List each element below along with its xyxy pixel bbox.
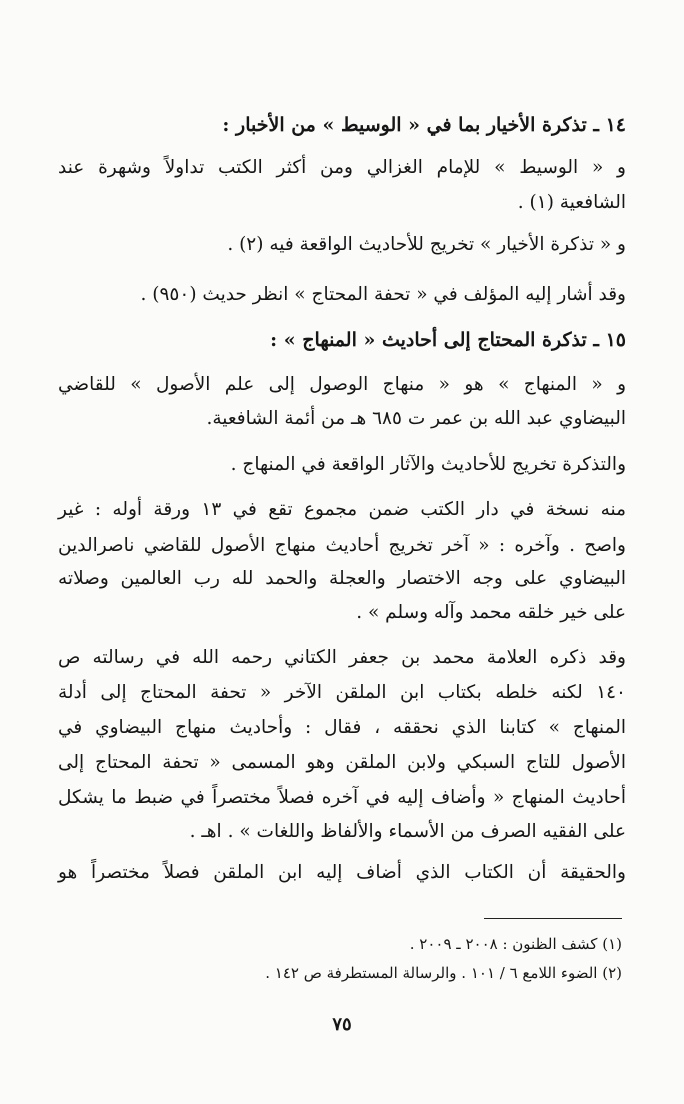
section-14-heading: ١٤ ـ تذكرة الأخيار بما في « الوسيط » من الأخبار : [222,114,626,136]
text-line: على الفقيه الصرف من الأسماء والألفاظ واللغات » . اهـ . [189,821,626,842]
text-line: على خير خلقه محمد وآله وسلم » . [356,602,626,623]
text-line: البيضاوي على وجه الاختصار والعجلة والحمد لله رب العالمين وصلاته [58,568,626,589]
text-line: والتذكرة تخريج للأحاديث والآثار الواقعة في المنهاج . [230,454,626,475]
footnote-1: (١) كشف الظنون : ٢٠٠٨ ـ ٢٠٠٩ . [409,935,622,953]
text-line: الأصول للتاج السبكي ولابن الملقن وهو المسمى « تحفة المحتاج إلى [58,752,626,773]
section-15-heading: ١٥ ـ تذكرة المحتاج إلى أحاديث « المنهاج » : [270,329,626,351]
text-line: و « الوسيط » للإمام الغزالي ومن أكثر الكتب تداولاً وشهرة عند [58,157,626,178]
page-number: ٧٥ [332,1014,352,1035]
text-line: والحقيقة أن الكتاب الذي أضاف إليه ابن الملقن فصلاً مختصراً هو [58,862,626,883]
text-line: وقد ذكره العلامة محمد بن جعفر الكتاني رحمه الله في رسالته ص [58,647,626,668]
text-line: البيضاوي عبد الله بن عمر ت ٦٨٥ هـ من أئمة الشافعية. [206,408,626,429]
text-line: الشافعية (١) . [517,192,626,213]
text-line: ١٤٠ لكنه خلطه بكتاب ابن الملقن الآخر « تحفة المحتاج إلى أدلة [58,682,626,703]
text-line: منه نسخة في دار الكتب ضمن مجموع تقع في ١٣ ورقة أوله : غير [58,499,626,520]
text-line: و « المنهاج » هو « منهاج الوصول إلى علم الأصول » للقاضي [58,374,626,395]
text-line: المنهاج » كتابنا الذي نحققه ، فقال : وأحاديث منهاج البيضاوي في [58,717,626,738]
text-line: أحاديث المنهاج « وأضاف إليه في آخره فصلاً مختصراً في ضبط ما يشكل [58,787,626,808]
footnote-separator [484,918,622,919]
text-line: و « تذكرة الأخيار » تخريج للأحاديث الواقعة فيه (٢) . [227,234,626,255]
text-line: واصح . وآخره : « آخر تخريج أحاديث منهاج الأصول للقاضي ناصرالدين [58,535,626,556]
text-line: وقد أشار إليه المؤلف في « تحفة المحتاج » انظر حديث (٩٥٠) . [140,284,626,305]
footnote-2: (٢) الضوء اللامع ٦ / ١٠١ . والرسالة المستطرفة ص ١٤٢ . [265,964,622,982]
